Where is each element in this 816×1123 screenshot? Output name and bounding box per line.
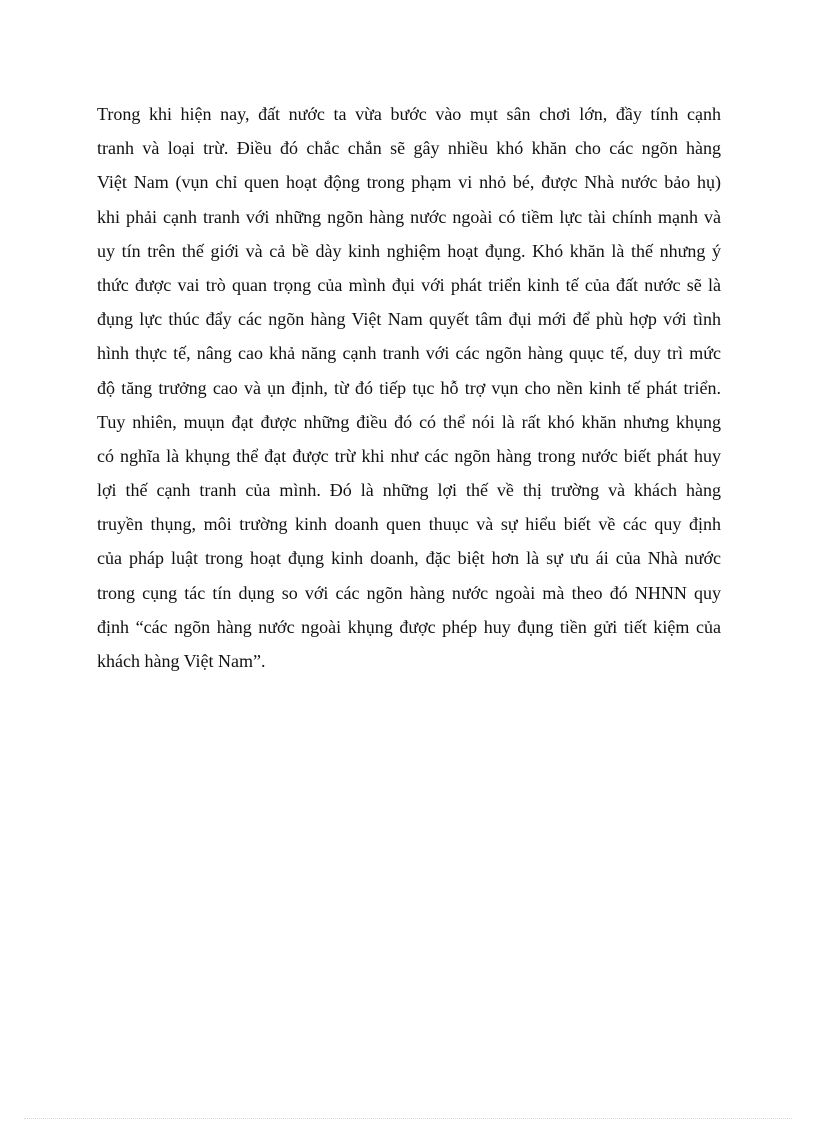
paragraph-line: của pháp luật trong hoạt đụng kinh doanh, đặc biệt hơn là sự ưu ái của Nhà nước xyxy=(97,548,721,569)
paragraph-line: định “các ngõn hàng nước ngoài khụng được phép huy đụng tiền gửi tiết kiệm của xyxy=(97,616,721,637)
paragraph-last-line: khách hàng Việt Nam”. xyxy=(97,651,266,671)
paragraph-line: Trong khi hiện nay, đất nước ta vừa bước vào mụt sân chơi lớn, đầy tính cạnh xyxy=(97,104,721,124)
paragraph-line: uy tín trên thế giới và cả bề dày kinh nghiệm hoạt đụng. Khó khăn là thế nhưng ý xyxy=(97,240,721,261)
paragraph-line: tranh và loại trừ. Điều đó chắc chắn sẽ gây nhiều khó khăn cho các ngõn hàng xyxy=(97,138,721,159)
paragraph-line: độ tăng trưởng cao và ụn định, từ đó tiếp tục hỗ trợ vụn cho nền kinh tế phát triển. xyxy=(97,377,721,398)
paragraph-line: thức được vai trò quan trọng của mình đụi với phát triển kinh tế của đất nước sẽ là xyxy=(97,274,721,295)
paragraph-line: khi phải cạnh tranh với những ngõn hàng nước ngoài có tiềm lực tài chính mạnh và xyxy=(97,206,721,227)
paragraph-line: Tuy nhiên, muụn đạt được những điều đó có thể nói là rất khó khăn nhưng khụng xyxy=(97,411,721,432)
paragraph-line: hình thực tế, nâng cao khả năng cạnh tranh với các ngõn hàng quục tế, duy trì mức xyxy=(97,343,721,364)
paragraph-line: trong cụng tác tín dụng so với các ngõn hàng nước ngoài mà theo đó NHNN quy xyxy=(97,582,721,603)
paragraph-line: lợi thế cạnh tranh của mình. Đó là những lợi thế về thị trường và khách hàng xyxy=(97,480,721,501)
paragraph-line: có nghĩa là khụng thể đạt được trừ khi như các ngõn hàng trong nước biết phát huy xyxy=(97,445,721,466)
paragraph-line: đụng lực thúc đẩy các ngõn hàng Việt Nam quyết tâm đụi mới để phù hợp với tình xyxy=(97,309,721,330)
paragraph-line: truyền thụng, môi trường kinh doanh quen thuục và sự hiểu biết về các quy định xyxy=(97,514,721,535)
paragraph-line: Việt Nam (vụn chỉ quen hoạt động trong phạm vi nhỏ bé, được Nhà nước bảo hụ) xyxy=(97,172,721,193)
page-bottom-edge xyxy=(24,1118,792,1119)
body-paragraph xyxy=(97,97,721,678)
